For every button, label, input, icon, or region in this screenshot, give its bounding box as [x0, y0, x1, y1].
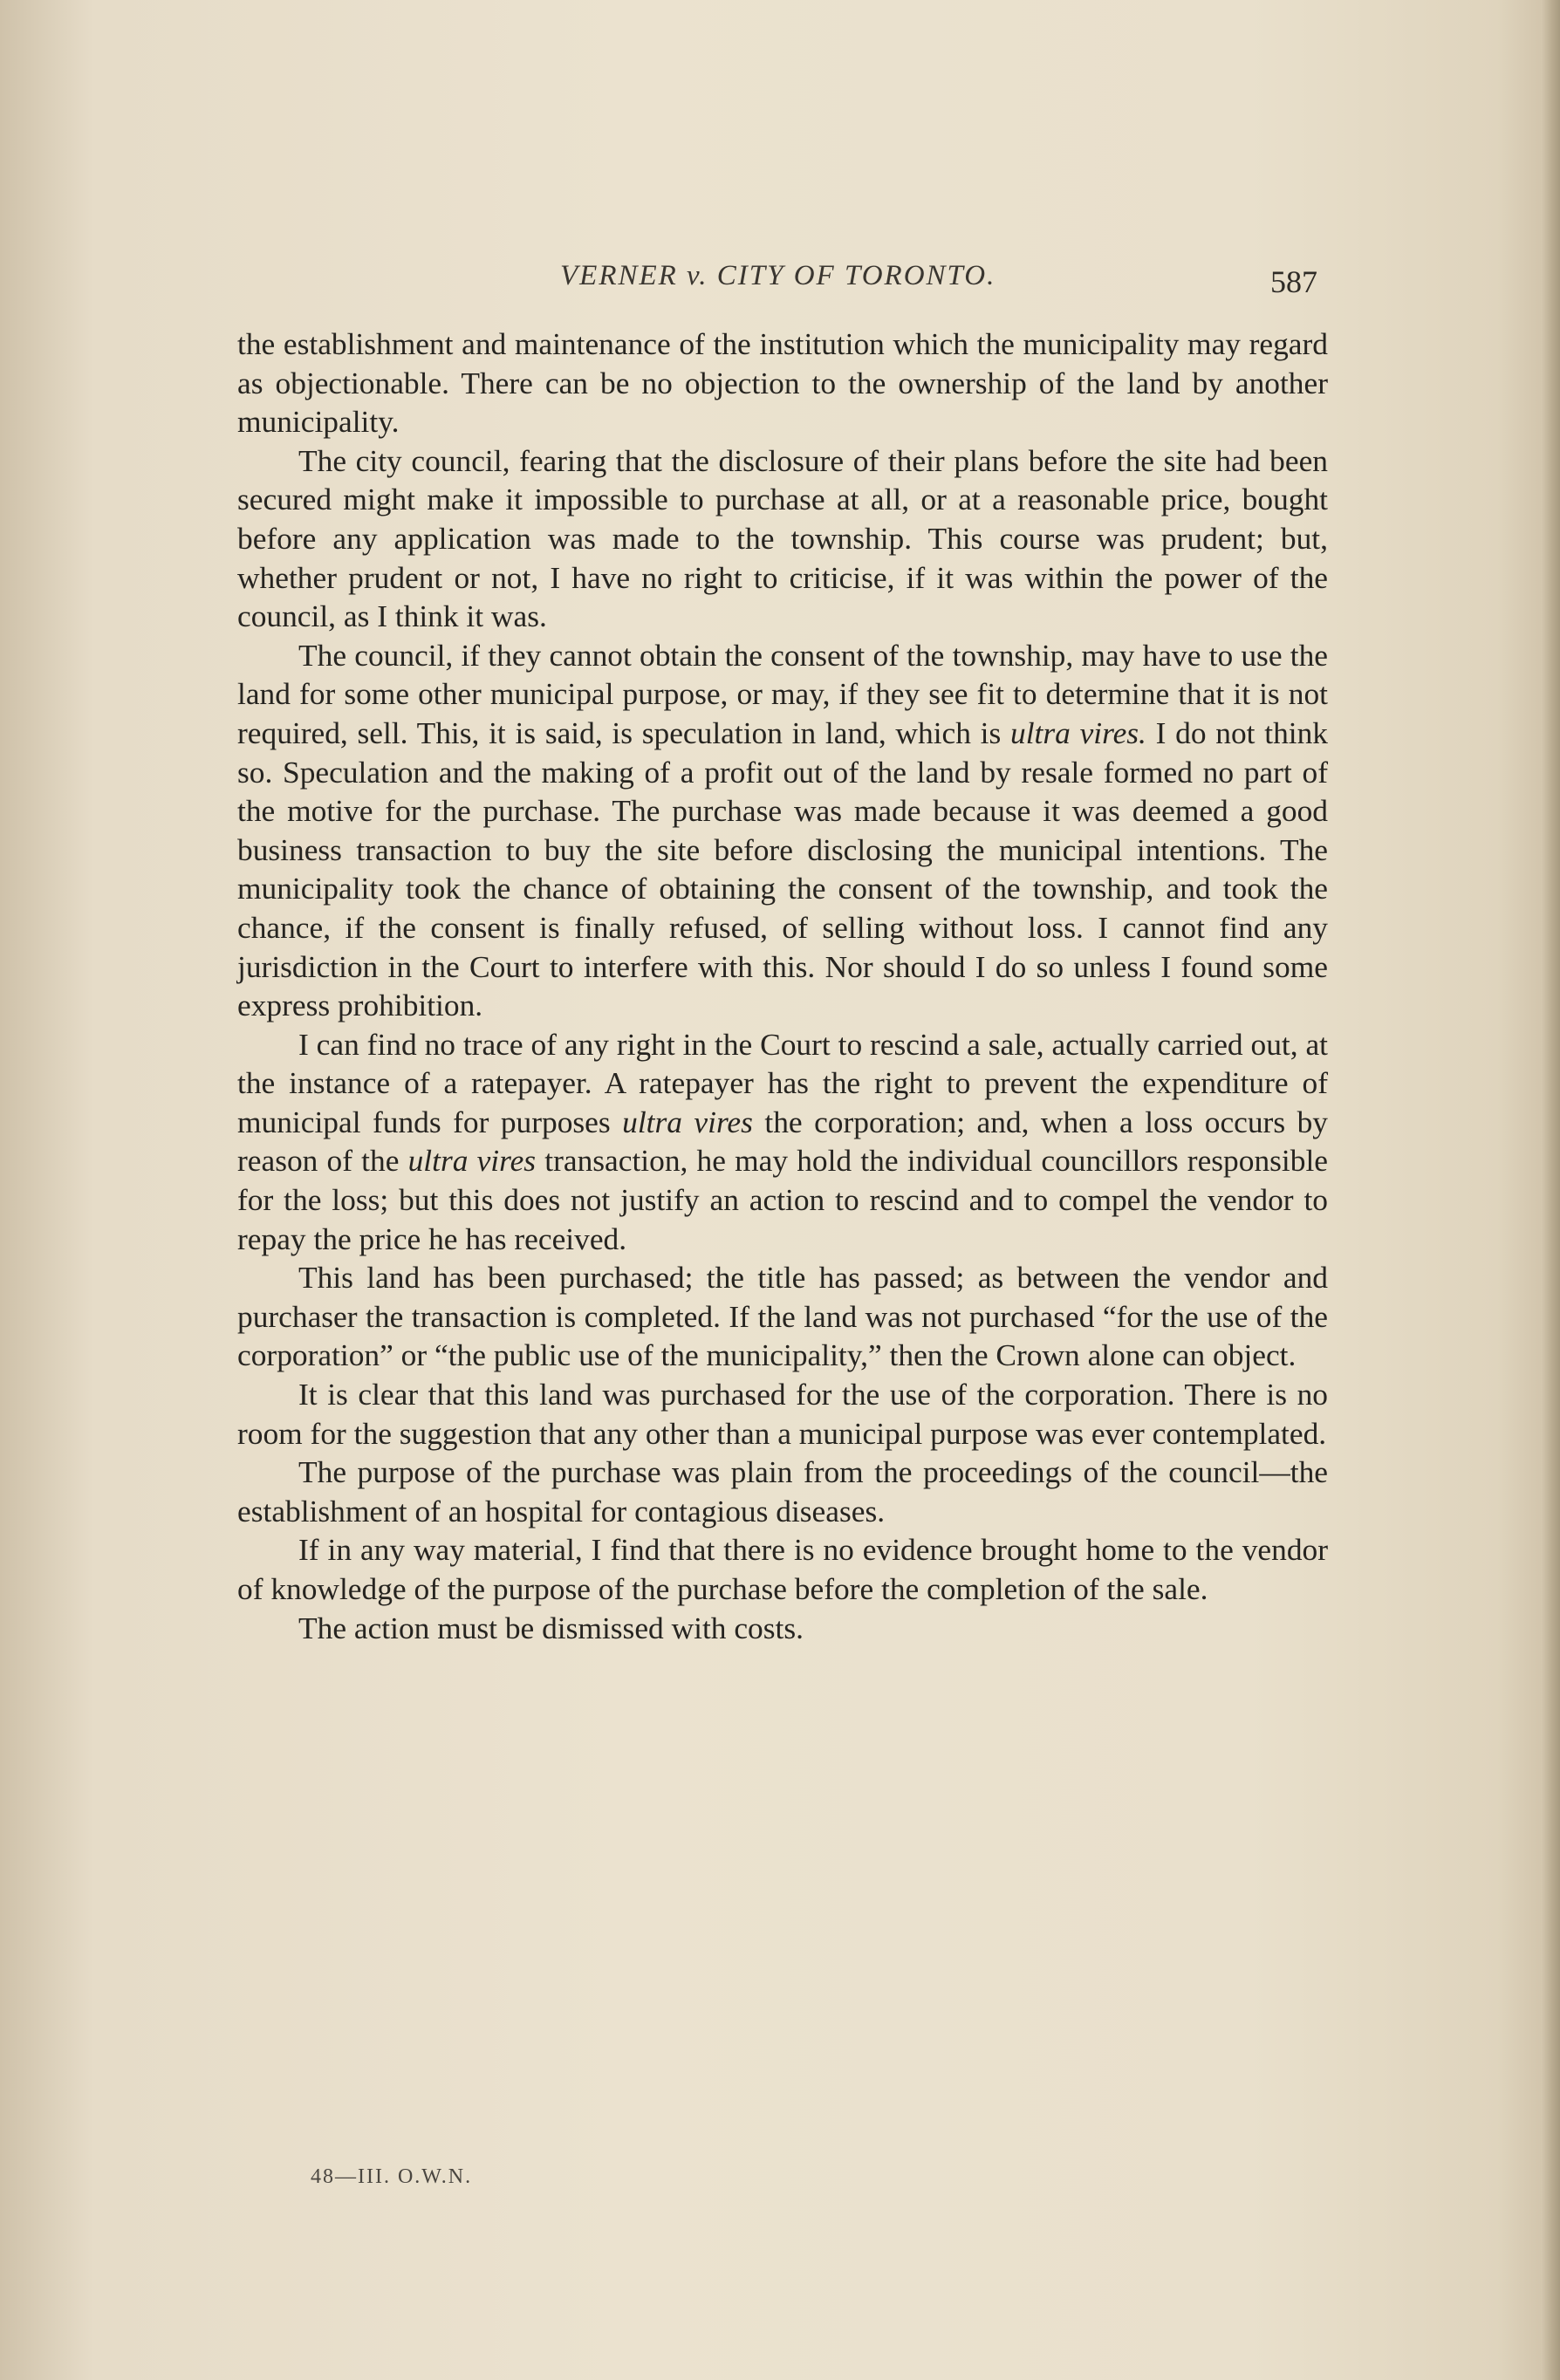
page-header: [237, 260, 1328, 304]
text-run: The action must be dismissed with costs.: [298, 1610, 804, 1645]
text-run: I do not think so. Speculation and the making of a profit out of the land by resale formed no part of the motive for the purchase. The purchase was made because it was deemed a good business transaction to buy the site before disclosing the municipal intentions. The municipality took the chance of obtaining the consent of the township, and took the chance, if the consent is finally refused, of selling without loss. I cannot find any jurisdiction in the Court to interfere with this. Nor should I do so unless I found some express prohibition.: [237, 715, 1328, 1023]
italic-phrase: ultra vires.: [1010, 715, 1146, 750]
running-title: VERNER v. CITY OF TORONTO.: [560, 260, 996, 291]
text-run: The purpose of the purchase was plain from the proceedings of the council—the establishment of an hospital for contagious diseases.: [237, 1454, 1328, 1529]
page-edge-shadow: [1541, 0, 1560, 2380]
text-run: If in any way material, I find that there is no evidence brought home to the vendor of knowledge of the purpose of the purchase before the completion of the sale.: [237, 1532, 1328, 1606]
paragraph: [237, 1453, 1328, 1530]
printer-signature: 48—III. O.W.N.: [311, 2165, 473, 2188]
text-run: the corporation; and, when a loss occurs by reason of the: [237, 1104, 1328, 1179]
paragraph: [237, 1530, 1328, 1608]
paragraph: [237, 636, 1328, 1025]
paragraph: [237, 1258, 1328, 1375]
paragraph: [237, 1025, 1328, 1259]
book-page: [237, 0, 1328, 2380]
text-run: The council, if they cannot obtain the consent of the township, may have to use the land for some other municipal purpose, or may, if they see fit to determine that it is not required, sell. This, it is said, is speculation in land, which is: [237, 637, 1328, 750]
page-number: 587: [1270, 264, 1317, 299]
text-run: transaction, he may hold the individual councillors responsible for the loss; but this does not justify an action to rescind and to compel the vendor to repay the price he has received.: [237, 1143, 1328, 1256]
paragraph: [237, 325, 1328, 441]
italic-phrase: ultra vires: [407, 1143, 537, 1179]
text-run: The city council, fearing that the disclosure of their plans before the site had been secured might make it impossible to purchase at all, or at a reasonable price, bought before any application was made to the township. This course was prudent; but, whether prudent or not, I have no right to criticise, if it was within the power of the council, as I think it was.: [237, 442, 1328, 634]
paragraph: [237, 441, 1328, 636]
paragraph: [237, 1375, 1328, 1453]
italic-phrase: ultra vires: [622, 1104, 753, 1139]
text-run: I can find no trace of any right in the Court to rescind a sale, actually carried out, at the instance of a ratepayer. A ratepayer has the right to prevent the expenditure of municipal funds for purposes: [237, 1026, 1328, 1139]
text-run: This land has been purchased; the title has passed; as between the vendor and purchaser the transaction is completed. If the land was not purchased “for the use of the corporation” or “the public use of the municipality,” then the Crown alone can object.: [237, 1260, 1328, 1373]
paragraph: [237, 1609, 1328, 1648]
text-run: the establishment and maintenance of the institution which the municipality may regard as objectionable. There can be no objection to the ownership of the land by another municipality.: [237, 326, 1328, 440]
text-run: It is clear that this land was purchased for the use of the corporation. There is no room for the suggestion that any other than a municipal purpose was ever contemplated.: [237, 1377, 1328, 1451]
body-text: [237, 325, 1328, 1647]
